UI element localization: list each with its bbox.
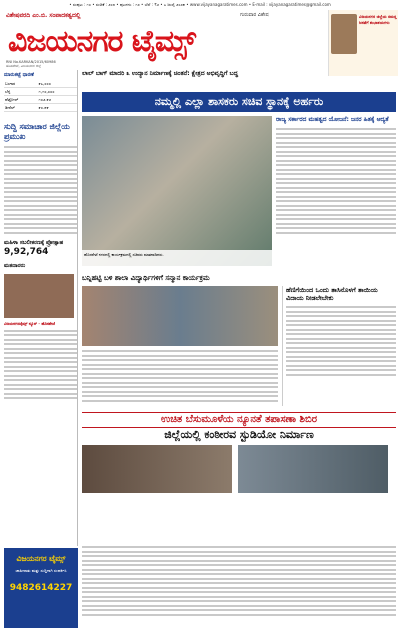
ad-portrait-photo [331,14,357,54]
lead-side-story [276,116,396,266]
promo-title: ವಿಜಯನಗರ ಟೈಮ್ಸ್ [16,554,66,563]
body-text-block [276,128,396,234]
price-value: ೯೭,೦೦೦ [38,80,77,88]
lead-banner-headline: ನಮ್ಮಲ್ಲಿ ಎಲ್ಲಾ ಶಾಸಕರು ಸಚಿವ ಸ್ಥಾನಕ್ಕೆ ಅರ್ಹರು [82,92,396,112]
lead-photo-caption: ಹೊಸಪೇಟೆ ನಗರದಲ್ಲಿ ಕಾರ್ಯಕ್ರಮದಲ್ಲಿ ಸಚಿವರು ಮಾತನಾಡಿದರು. [82,250,272,266]
side-headline: ರಾಜ್ಯ ಸರ್ಕಾರದ ಮಹತ್ವದ ಯೋಜನೆ: ಜನರ ಹಿತಕ್ಕೆ ಆದ್ಯತೆ [276,116,389,123]
prices-title: ಮಾರುಕಟ್ಟೆ ಧಾರಣೆ [4,72,34,78]
left-byline: ವಿಜಯನಗರಟೈಮ್ಸ್ ನ್ಯೂಸ್ - ಹೊಸಪೇಟೆ [4,320,55,326]
dateline: ಗುರುವಾರ ವಿಶೇಷ [240,12,269,18]
lead-photo [82,116,272,266]
editor-line: ವಿಶೇಷವರದಿ ಎಂ.ಬಿ. ಸಂಪಾದಕತ್ವದಲ್ಲಿ [6,12,81,19]
ad-text: ವಿಜಯನಗರ ಜಿಲ್ಲೆಯ ಸಮಸ್ತ ಜನತೆಗೆ ಶುಭಾಶಯಗಳು [359,14,397,25]
lead-kicker: ಲಾಲ್ ಬಾಗ್ ಮಾದರಿ ೩ ಉದ್ಯಾನ ನಿರ್ಮಾಣಕ್ಕೆ ಚಿಂತನೆ: ಕ್ಷೇತ್ರದ ಅಭಿವೃದ್ಧಿಗೆ ಬದ್ಧ [82,70,238,77]
studio-photo-right [238,445,388,493]
table-row [4,96,77,104]
studio-photo-left [82,445,232,493]
price-value: ೧೦೨.೯೨ [38,96,77,104]
price-item: ಬಂಗಾರ [4,80,38,88]
left-subhead: ಮಹಿಳಾ ಸಬಲೀಕರಣಕ್ಕೆ ಪ್ರೋತ್ಸಾಹ [4,239,64,246]
masthead-ad [328,10,398,76]
top-info-strip: • ಸಂಪುಟ : ೧೦ • ಸಂಚಿಕೆ : ೨೦೮ • ಪುಟಗಳು : ೧೨ • ಬೆಲೆ : ₹೨ • ೭ ಜುಲೈ ೨೦೨೫ • www.vijayanagaratimes.com • E-mail : vijayanagaratimes@gmail.com [69,2,331,7]
masthead [0,10,400,66]
left-headline: ಸುದ್ದಿ ಸಮಾಚಾರ ಜಿಲ್ಲೆಯ ಪ್ರಮುಖ [4,122,70,141]
story3-column [282,286,396,406]
price-value: ೯೦.೯೯ [38,104,77,112]
story2-headline: ಬನ್ನಿಹಟ್ಟಿ ಬಳಿ ಶಾಲಾ ವಿದ್ಯಾರ್ಥಿಗಳಿಗೆ ಸನ್ಮಾನ ಕಾರ್ಯಕ್ರಮ [82,274,210,282]
table-row [4,88,77,96]
left-photo [4,274,74,318]
newspaper-nameplate: ವಿಜಯನಗರ ಟೈಮ್ಸ್ [8,24,195,59]
registration-line: ಹೊಸಪೇಟೆ, ವಿಜಯನಗರ ಜಿಲ್ಲೆ [6,64,42,68]
story3-headline: ಹೆಣಿಗೆಯಿಂದ ಒಂದು ತಾಸಿನೊಳಗೆ ತಾಯಿಯ ವಿದಾಯ ನೀಡಲೇಬೇಕು [286,286,378,302]
body-text-block [4,146,77,234]
promo-text: ಜಾಹೀರಾತು ಮತ್ತು ಸುದ್ದಿಗಾಗಿ ಸಂಪರ್ಕಿಸಿ [15,568,67,573]
health-camp-headline: ಉಚಿತ ಬೆಸುಮೂಳೆಯ ನ್ಯೂನತೆ ತಪಾಸಣಾ ಶಿಬಿರ [82,412,396,428]
studio-headline: ಜಿಲ್ಲೆಯಲ್ಲಿ ಕಂಠೀರವ ಸ್ಟುಡಿಯೋ ನಿರ್ಮಾಣ [164,428,314,441]
body-text-block [4,330,77,400]
prices-table [4,80,77,112]
bottom-body-text [82,542,396,628]
price-item: ಬೆಳ್ಳಿ [4,88,38,96]
table-row [4,80,77,88]
price-value: ೧,೧೦,೦೦೦ [38,88,77,96]
price-item: ಪೆಟ್ರೋಲ್ [4,96,38,104]
registration-line: RNI No.KARKAN/2015/60986 [6,60,56,64]
story2-photo [82,286,278,346]
contact-promo [4,548,78,628]
voter-count-caption: ಮತದಾರರು [4,262,26,269]
table-row [4,104,77,112]
left-column [4,70,78,546]
price-item: ಡೀಸೆಲ್ [4,104,38,112]
story2-column [82,286,278,406]
studio-story-row [82,445,396,529]
body-text-block [286,306,396,376]
body-text-block [82,350,278,402]
registration-lines [6,60,56,68]
story2-row [82,286,396,406]
body-text-block [82,546,396,616]
promo-phone: 9482614227 [9,583,73,593]
lead-story [82,116,396,266]
voter-count: 9,92,764 [4,246,49,257]
main-column [82,70,396,529]
